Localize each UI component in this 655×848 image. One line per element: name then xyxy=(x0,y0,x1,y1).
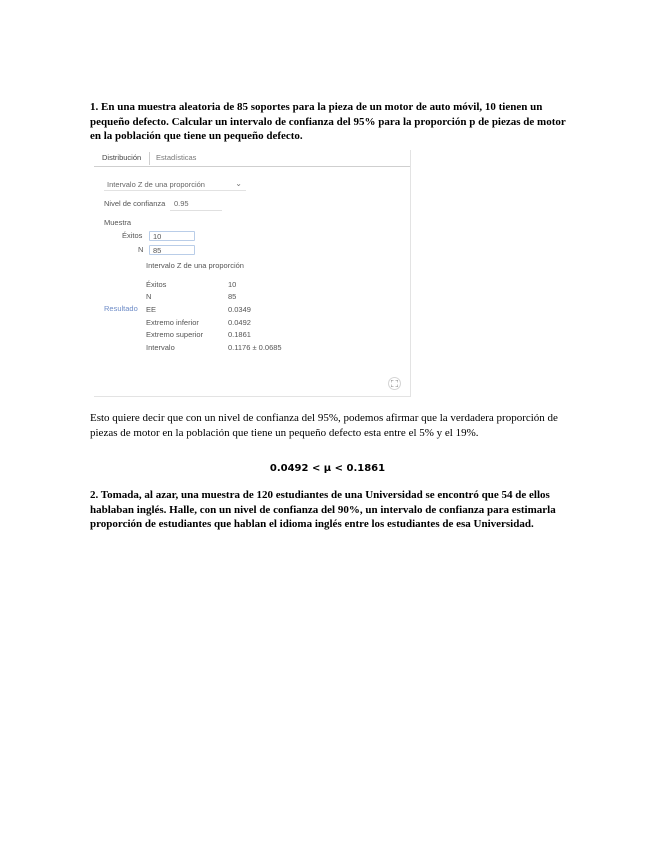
interval-formula: 0.0492 < μ < 0.1861 xyxy=(269,463,386,474)
result-row xyxy=(146,318,366,329)
confidence-underline xyxy=(170,210,222,211)
result-value: 0.1176 ± 0.0685 xyxy=(228,343,282,352)
n-input[interactable] xyxy=(149,245,195,255)
successes-input[interactable] xyxy=(149,231,195,241)
result-key: Extremo inferior xyxy=(146,318,199,327)
tab-distribution[interactable]: Distribución xyxy=(102,153,142,162)
result-value: 0.1861 xyxy=(228,330,251,339)
result-value: 85 xyxy=(228,292,237,301)
result-key: N xyxy=(146,292,152,301)
successes-label: Éxitos xyxy=(122,231,143,240)
result-key: EE xyxy=(146,305,157,314)
test-type-select[interactable] xyxy=(104,179,246,191)
result-row xyxy=(146,280,366,291)
tab-separator xyxy=(149,152,150,165)
result-key: Intervalo xyxy=(146,343,175,352)
result-title: Intervalo Z de una proporción xyxy=(146,261,244,270)
confidence-label: Nivel de confianza xyxy=(104,199,166,208)
result-value: 10 xyxy=(228,280,237,289)
tab-statistics[interactable]: Estadísticas xyxy=(156,153,197,162)
problem-1-text: 1. En una muestra aleatoria de 85 soportes para la pieza de un motor de auto móvil, 10 tienen un pequeño defecto. Calcular un intervalo de confianza del 95% para la proporción p de piezas de motor en la población que tiene un pequeño defecto. xyxy=(90,101,566,142)
expand-icon xyxy=(391,380,398,387)
result-row xyxy=(146,292,366,303)
result-label: Resultado xyxy=(104,304,138,313)
problem-2-text: 2. Tomada, al azar, una muestra de 120 estudiantes de una Universidad se encontró que 54 de ellos hablaban inglés. Halle, con un nivel de confianza del 90%, un intervalo de confianza para estimarla proporción de estudiantes que hablan el idioma inglés entre los estudiantes de esa Universidad. xyxy=(90,489,556,530)
result-value: 0.0349 xyxy=(228,305,251,314)
result-key: Éxitos xyxy=(146,280,167,289)
result-row xyxy=(146,305,366,316)
calculator-tabs xyxy=(94,150,410,167)
sample-label: Muestra xyxy=(104,218,132,227)
result-key: Extremo superior xyxy=(146,330,204,339)
conclusion-text: Esto quiere decir que con un nivel de confianza del 95%, podemos afirmar que la verdadera proporción de piezas de motor en la población que tiene un pequeño defecto esta entre el 5% y el 19%. xyxy=(90,412,558,439)
n-label: N xyxy=(138,245,144,254)
result-row xyxy=(146,330,366,341)
chevron-down-icon: ⌄ xyxy=(235,179,242,188)
expand-button[interactable] xyxy=(388,377,401,390)
calculator-panel xyxy=(94,150,411,397)
result-value: 0.0492 xyxy=(228,318,251,327)
test-type-select-value: Intervalo Z de una proporción xyxy=(107,180,205,189)
result-row xyxy=(146,343,366,354)
confidence-value[interactable]: 0.95 xyxy=(174,199,189,208)
